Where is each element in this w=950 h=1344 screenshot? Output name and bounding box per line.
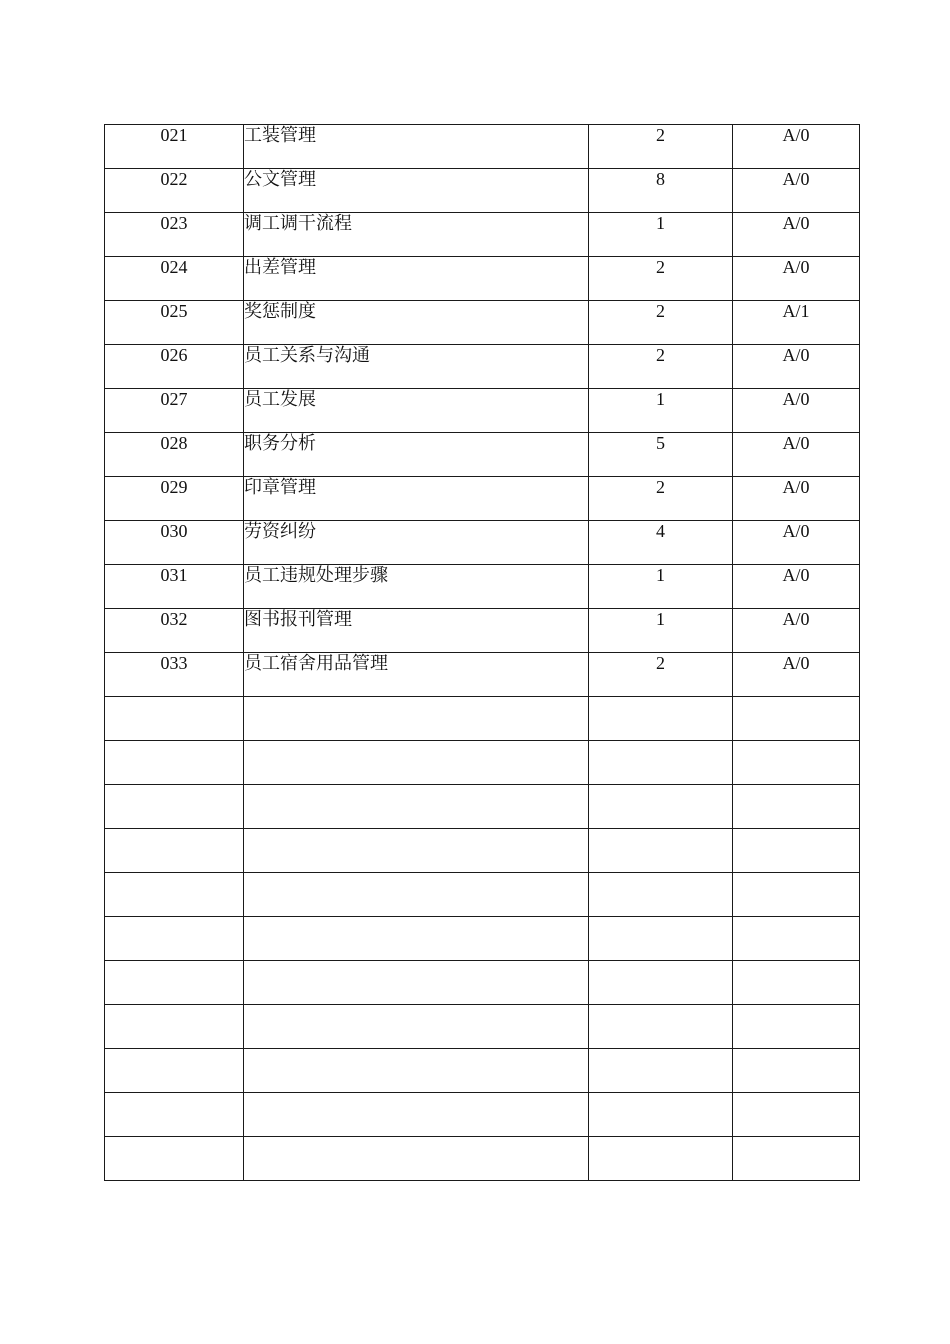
version-cell	[733, 741, 860, 785]
page-count-cell	[589, 565, 733, 609]
page-count-cell	[589, 609, 733, 653]
version-cell	[733, 1049, 860, 1093]
doc-name-text: 员工关系与沟通	[244, 345, 370, 366]
version-text: A/0	[782, 433, 810, 453]
version-cell	[733, 917, 860, 961]
version-text: A/0	[782, 389, 810, 409]
doc-name-text: 工装管理	[244, 125, 316, 146]
page-count-text: 2	[656, 653, 665, 673]
version-cell	[733, 873, 860, 917]
doc-name-text: 印章管理	[244, 477, 316, 498]
doc-name-text: 奖惩制度	[244, 301, 316, 322]
doc-name-cell	[244, 917, 589, 961]
doc-number-cell	[105, 301, 244, 345]
version-cell	[733, 477, 860, 521]
page-count-text: 1	[656, 389, 665, 409]
doc-name-cell	[244, 873, 589, 917]
doc-name-text: 调工调干流程	[244, 213, 352, 234]
doc-name-cell	[244, 389, 589, 433]
doc-name-cell	[244, 169, 589, 213]
page-count-cell	[589, 257, 733, 301]
page-count-cell	[589, 1005, 733, 1049]
version-cell	[733, 1005, 860, 1049]
doc-number-text: 032	[160, 609, 188, 629]
doc-name-cell	[244, 257, 589, 301]
page-count-cell	[589, 477, 733, 521]
table-row	[105, 1137, 860, 1181]
table-row	[105, 301, 860, 345]
doc-name-text: 职务分析	[244, 433, 316, 454]
table-row	[105, 697, 860, 741]
version-cell	[733, 653, 860, 697]
doc-number-cell	[105, 1093, 244, 1137]
version-cell	[733, 433, 860, 477]
page-count-text: 2	[656, 301, 665, 321]
page-count-text: 1	[656, 213, 665, 233]
page-count-text: 4	[656, 521, 665, 541]
doc-number-text: 027	[160, 389, 188, 409]
version-cell	[733, 961, 860, 1005]
page-count-cell	[589, 345, 733, 389]
doc-number-cell	[105, 917, 244, 961]
doc-name-cell	[244, 741, 589, 785]
doc-number-cell	[105, 653, 244, 697]
doc-number-cell	[105, 125, 244, 169]
table-row	[105, 1093, 860, 1137]
table-row	[105, 389, 860, 433]
version-text: A/0	[782, 653, 810, 673]
version-text: A/0	[782, 565, 810, 585]
doc-name-cell	[244, 961, 589, 1005]
version-cell	[733, 1137, 860, 1181]
version-cell	[733, 125, 860, 169]
doc-number-text: 025	[160, 301, 188, 321]
page-count-cell	[589, 873, 733, 917]
doc-name-text: 出差管理	[244, 257, 316, 278]
page-count-cell	[589, 1137, 733, 1181]
version-text: A/0	[782, 213, 810, 233]
doc-name-cell	[244, 345, 589, 389]
doc-number-text: 029	[160, 477, 188, 497]
doc-name-cell	[244, 609, 589, 653]
document-list-table	[104, 124, 860, 1181]
doc-number-cell	[105, 389, 244, 433]
doc-number-cell	[105, 565, 244, 609]
doc-name-cell	[244, 301, 589, 345]
doc-number-cell	[105, 345, 244, 389]
page-count-cell	[589, 125, 733, 169]
table-row	[105, 521, 860, 565]
version-cell	[733, 609, 860, 653]
version-text: A/0	[782, 609, 810, 629]
doc-name-cell	[244, 1137, 589, 1181]
table-body	[105, 125, 860, 1181]
table-row	[105, 565, 860, 609]
doc-number-cell	[105, 213, 244, 257]
doc-number-text: 024	[160, 257, 188, 277]
table-row	[105, 917, 860, 961]
doc-number-cell	[105, 741, 244, 785]
doc-name-text: 员工违规处理步骤	[244, 565, 388, 586]
doc-name-text: 劳资纠纷	[244, 521, 316, 542]
doc-name-text: 图书报刊管理	[244, 609, 352, 630]
page-count-cell	[589, 829, 733, 873]
doc-number-text: 033	[160, 653, 188, 673]
version-text: A/0	[782, 169, 810, 189]
doc-number-text: 021	[160, 125, 188, 145]
page-count-text: 2	[656, 477, 665, 497]
doc-name-cell	[244, 1005, 589, 1049]
doc-number-cell	[105, 521, 244, 565]
doc-name-cell	[244, 1093, 589, 1137]
page-count-cell	[589, 213, 733, 257]
version-text: A/1	[782, 301, 810, 321]
doc-number-text: 023	[160, 213, 188, 233]
doc-number-text: 026	[160, 345, 188, 365]
doc-number-cell	[105, 1049, 244, 1093]
page-count-cell	[589, 521, 733, 565]
table-row	[105, 741, 860, 785]
version-text: A/0	[782, 345, 810, 365]
version-cell	[733, 213, 860, 257]
page-count-text: 1	[656, 609, 665, 629]
doc-number-cell	[105, 169, 244, 213]
version-cell	[733, 697, 860, 741]
version-text: A/0	[782, 125, 810, 145]
doc-name-cell	[244, 213, 589, 257]
doc-number-text: 028	[160, 433, 188, 453]
version-text: A/0	[782, 477, 810, 497]
page-count-text: 5	[656, 433, 665, 453]
table-row	[105, 653, 860, 697]
page-count-text: 8	[656, 169, 665, 189]
doc-number-cell	[105, 829, 244, 873]
page-count-text: 2	[656, 125, 665, 145]
page-count-cell	[589, 301, 733, 345]
table-row	[105, 1005, 860, 1049]
doc-number-text: 022	[160, 169, 188, 189]
table-row	[105, 1049, 860, 1093]
table-row	[105, 477, 860, 521]
page-count-text: 1	[656, 565, 665, 585]
doc-name-cell	[244, 521, 589, 565]
version-cell	[733, 521, 860, 565]
doc-name-text: 公文管理	[244, 169, 316, 190]
doc-number-cell	[105, 873, 244, 917]
version-text: A/0	[782, 257, 810, 277]
doc-number-cell	[105, 477, 244, 521]
doc-number-text: 030	[160, 521, 188, 541]
table-row	[105, 873, 860, 917]
page-count-text: 2	[656, 257, 665, 277]
doc-name-text: 员工发展	[244, 389, 316, 410]
doc-name-cell	[244, 1049, 589, 1093]
table-row	[105, 213, 860, 257]
version-cell	[733, 785, 860, 829]
version-cell	[733, 345, 860, 389]
page-count-cell	[589, 1049, 733, 1093]
version-cell	[733, 565, 860, 609]
page-count-cell	[589, 961, 733, 1005]
doc-name-text: 员工宿舍用品管理	[244, 653, 388, 674]
page-count-cell	[589, 433, 733, 477]
version-cell	[733, 257, 860, 301]
page-count-text: 2	[656, 345, 665, 365]
doc-name-cell	[244, 125, 589, 169]
table-row	[105, 125, 860, 169]
doc-number-cell	[105, 697, 244, 741]
doc-name-cell	[244, 697, 589, 741]
table-row	[105, 961, 860, 1005]
page-count-cell	[589, 1093, 733, 1137]
doc-name-cell	[244, 829, 589, 873]
doc-name-cell	[244, 653, 589, 697]
doc-number-text: 031	[160, 565, 188, 585]
table-row	[105, 433, 860, 477]
version-text: A/0	[782, 521, 810, 541]
version-cell	[733, 169, 860, 213]
page-count-cell	[589, 389, 733, 433]
doc-number-cell	[105, 1005, 244, 1049]
doc-number-cell	[105, 433, 244, 477]
page-count-cell	[589, 653, 733, 697]
page-count-cell	[589, 169, 733, 213]
page-count-cell	[589, 741, 733, 785]
doc-number-cell	[105, 785, 244, 829]
doc-number-cell	[105, 1137, 244, 1181]
version-cell	[733, 301, 860, 345]
page-count-cell	[589, 785, 733, 829]
doc-number-cell	[105, 961, 244, 1005]
table-row	[105, 345, 860, 389]
table-row	[105, 257, 860, 301]
table-row	[105, 829, 860, 873]
page-count-cell	[589, 697, 733, 741]
version-cell	[733, 829, 860, 873]
doc-name-cell	[244, 785, 589, 829]
page-count-cell	[589, 917, 733, 961]
doc-name-cell	[244, 433, 589, 477]
doc-number-cell	[105, 609, 244, 653]
doc-number-cell	[105, 257, 244, 301]
table-row	[105, 785, 860, 829]
doc-name-cell	[244, 477, 589, 521]
version-cell	[733, 1093, 860, 1137]
doc-name-cell	[244, 565, 589, 609]
version-cell	[733, 389, 860, 433]
table-row	[105, 609, 860, 653]
table-row	[105, 169, 860, 213]
